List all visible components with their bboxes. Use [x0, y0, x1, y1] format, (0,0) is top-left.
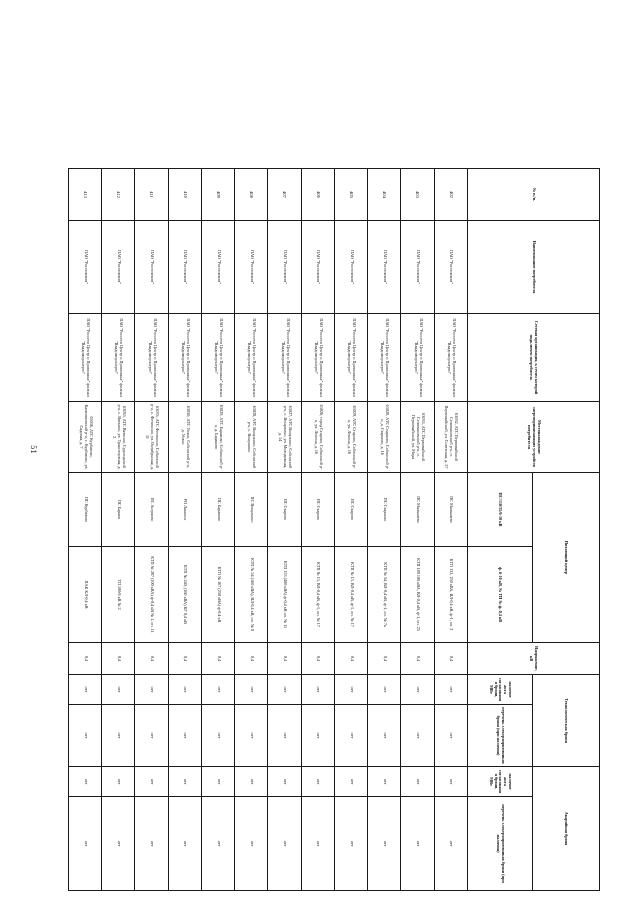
supply-substation: ПС Малышево: [401, 473, 434, 547]
consumer-location: 63032, АТС Первомайский Селивановский р-н, п. Первомайский, ул. Советская, д. 37: [434, 402, 467, 473]
voltage-value: 0,4: [102, 643, 135, 675]
voltage-value: 0,4: [268, 643, 301, 675]
network-organization: ПАО "Россети Центр и Приволжье" филиал "Владимирэнерго": [102, 314, 135, 402]
tech-armor-list: нет: [235, 705, 268, 767]
emergency-armor-list: нет: [235, 797, 268, 891]
voltage-value: 0,4: [335, 643, 368, 675]
table-row: [135, 169, 168, 891]
table-row: [301, 169, 334, 891]
supply-substation: ПС Бараково: [202, 473, 235, 547]
table-body: [69, 169, 468, 891]
tech-armor-list: нет: [368, 705, 401, 767]
header-emergency-armor-act: наличие акта согласования брони, МВт: [468, 767, 533, 797]
energy-consumers-table: [68, 168, 600, 891]
rotated-page-content: [68, 168, 600, 890]
table-row: [335, 169, 368, 891]
consumer-name: ПАО "Ростелеком": [235, 221, 268, 314]
table-row: [168, 169, 201, 891]
emergency-armor-act: нет: [268, 767, 301, 797]
consumer-name: ПАО "Ростелеком": [69, 221, 102, 314]
supply-feeder: КТП № 167 (250 кВА) ф-0,4 кВ: [202, 547, 235, 643]
table-row: [69, 169, 102, 891]
consumer-name: ПАО "Ростелеком": [102, 221, 135, 314]
voltage-value: 0,4: [135, 643, 168, 675]
tech-armor-act: нет: [235, 675, 268, 705]
tech-armor-list: нет: [335, 705, 368, 767]
consumer-name: ПАО "Ростелеком": [401, 221, 434, 314]
header-emergency-armor: Аварийная броня: [533, 767, 600, 891]
header-network: Сетевая организация, к сетям которой подключен потребитель: [468, 314, 600, 402]
tech-armor-act: нет: [69, 675, 102, 705]
emergency-armor-act: нет: [401, 767, 434, 797]
tech-armor-act: нет: [368, 675, 401, 705]
header-voltage: Напряжение, кВ: [468, 643, 600, 675]
emergency-armor-list: нет: [401, 797, 434, 891]
supply-substation: ПС Старово: [335, 473, 368, 547]
header-supply-feeder: ф. 6-10 кВ, № ТП № ф. 0,4 кВ: [468, 547, 533, 643]
emergency-armor-list: нет: [268, 797, 301, 891]
emergency-armor-list: нет: [202, 797, 235, 891]
tech-armor-act: нет: [301, 675, 334, 705]
table-row: [102, 169, 135, 891]
consumer-location: 63033, АТС Первомайский Селивановский р-н, п. Первомайский, ул. Мира: [401, 402, 434, 473]
emergency-armor-act: нет: [368, 767, 401, 797]
consumer-name: ПАО "Ростелеком": [368, 221, 401, 314]
emergency-armor-list: нет: [335, 797, 368, 891]
consumer-location: 63030, АТС Уольи, Собинский р-н, д. Уольи: [168, 402, 201, 473]
page-number: 51: [28, 445, 37, 454]
emergency-armor-act: нет: [434, 767, 467, 797]
emergency-armor-list: нет: [368, 797, 401, 891]
table-row: [235, 169, 268, 891]
row-number: 408: [235, 169, 268, 221]
network-organization: ПАО "Россети Центр и Приволжье" филиал "Владимирэнерго": [202, 314, 235, 402]
row-number: 409: [202, 169, 235, 221]
consumer-name: ПАО "Ростелеком": [434, 221, 467, 314]
table-row: [434, 169, 467, 891]
tech-armor-list: нет: [301, 705, 334, 767]
emergency-armor-act: нет: [235, 767, 268, 797]
consumer-name: ПАО "Ростелеком": [202, 221, 235, 314]
supply-feeder: КТП № 34, ВЛ-0,4 кВ, ф-1, оп. № 7а: [368, 547, 401, 643]
tech-armor-list: нет: [168, 705, 201, 767]
supply-feeder: КТП № 287 (100 кВА) ф-0,4 кВ № 1, оп. 11: [135, 547, 168, 643]
table-header: [468, 169, 600, 891]
voltage-value: 0,4: [401, 643, 434, 675]
consumer-location: 63036, АТС Курбатово, Камешковский р-н, с. Курбатово, ул. Садовая, д. 7: [69, 402, 102, 473]
network-organization: ПАО "Россети Центр и Приволжье" филиал "Владимирэнерго": [168, 314, 201, 402]
supply-substation: РП Лакинск: [168, 473, 201, 547]
row-number: 407: [268, 169, 301, 221]
emergency-armor-list: нет: [135, 797, 168, 891]
row-number: 403: [401, 169, 434, 221]
emergency-armor-act: нет: [301, 767, 334, 797]
tech-armor-act: нет: [434, 675, 467, 705]
header-location: Местонахождение энергопринимающих устройств потребителя: [468, 402, 600, 473]
table-row: [202, 169, 235, 891]
supply-feeder: КТП № 54 (160 кВА), ВЛ-0,4 кВ, оп. № 8: [235, 547, 268, 643]
emergency-armor-act: нет: [102, 767, 135, 797]
emergency-armor-list: нет: [69, 797, 102, 891]
table-row: [268, 169, 301, 891]
row-number: 406: [301, 169, 334, 221]
supply-feeder: КТП № 240, (160 кВА) КГ 0,4 кВ: [168, 547, 201, 643]
emergency-armor-act: нет: [202, 767, 235, 797]
supply-feeder: КТП № 13, ВЛ-0,4 кВ, ф-1, оп. № 17: [335, 547, 368, 643]
consumer-name: ПАО "Ростелеком": [168, 221, 201, 314]
consumer-location: 63028, АТС Старково, Собинский р-н, д. Старково, д. 16: [368, 402, 401, 473]
voltage-value: 0,4: [69, 643, 102, 675]
consumer-name: ПАО "Ростелеком": [135, 221, 168, 314]
header-index: № п./п.: [468, 169, 600, 221]
voltage-value: 0,4: [368, 643, 401, 675]
consumer-location: 63029, АТС Бараково, Собинский р-н, д. Бараково: [202, 402, 235, 473]
supply-substation: ПС Асерхово: [135, 473, 168, 547]
consumer-location: 63028, АТС Вощихино, Собинский р-н, с. Вощихино: [235, 402, 268, 473]
supply-substation: ПС Старково: [368, 473, 401, 547]
consumer-location: 63026, город Старово, Собинский р-н, ул. Ленина, д. 16: [301, 402, 334, 473]
tech-armor-list: нет: [135, 705, 168, 767]
supply-feeder: КТП № 13, ВЛ-0,4 кВ, ф-1, оп. № 17: [301, 547, 334, 643]
consumer-name: ПАО "Ростелеком": [268, 221, 301, 314]
row-number: 411: [135, 169, 168, 221]
supply-substation: ПС Старово: [268, 473, 301, 547]
tech-armor-act: нет: [102, 675, 135, 705]
supply-feeder: ПАК КЛ-0,4 кВ: [69, 547, 102, 643]
network-organization: ПАО "Россети Центр и Приволжье" филиал "Владимирэнерго": [235, 314, 268, 402]
voltage-value: 0,4: [235, 643, 268, 675]
tech-armor-act: нет: [268, 675, 301, 705]
consumer-location: 63027, АТС Вощихино, Собинский р-н, с. Вощихино, ул. Молодежная, д. 14: [268, 402, 301, 473]
header-supply-center: Питающий центр: [533, 473, 600, 643]
header-tech-armor: Технологическая броня: [533, 675, 600, 767]
tech-armor-act: нет: [335, 675, 368, 705]
tech-armor-list: нет: [401, 705, 434, 767]
emergency-armor-list: нет: [301, 797, 334, 891]
consumer-name: ПАО "Ростелеком": [335, 221, 368, 314]
voltage-value: 0,4: [202, 643, 235, 675]
header-consumer: Наименование потребителя: [468, 221, 600, 314]
supply-feeder: ТП 100/6 кВ № 2: [102, 547, 135, 643]
tech-armor-list: нет: [69, 705, 102, 767]
supply-feeder: КТП 153 (400 кВА) ф-0,4 кВ оп. № 11: [268, 547, 301, 643]
tech-armor-act: нет: [202, 675, 235, 705]
supply-feeder: КТП 133, 250 кВА, ВЛ-0,4 кВ, ф-1, оп. 2: [434, 547, 467, 643]
header-emergency-armor-list: перечень электроприемников брони (при наличии): [468, 797, 533, 891]
consumer-location: 63035, АТС Вяткино, Судогодский р-н, с. Вяткино, ул. Транспортная, д. 2: [102, 402, 135, 473]
table-row: [401, 169, 434, 891]
table-row: [368, 169, 401, 891]
row-number: 412: [102, 169, 135, 221]
voltage-value: 0,4: [168, 643, 201, 675]
consumer-location: 63033, АТС Фетинино, Собинский р-н, с. Фетинино, ул. Октябрьская, д. 11: [135, 402, 168, 473]
supply-feeder: КТП 189 100 кВА, ВЛ-0,4 кВ, ф-1, оп. 25: [401, 547, 434, 643]
consumer-name: ПАО "Ростелеком": [301, 221, 334, 314]
network-organization: ПАО "Россети Центр и Приволжье" филиал "Владимирэнерго": [268, 314, 301, 402]
header-supply-ps: ПС/110/35/6-10 кВ: [468, 473, 533, 547]
emergency-armor-act: нет: [168, 767, 201, 797]
network-organization: ПАО "Россети Центр и Приволжье" филиал "Владимирэнерго": [434, 314, 467, 402]
header-tech-armor-list: перечень электроприемников брони (при наличии): [468, 705, 533, 767]
emergency-armor-list: нет: [168, 797, 201, 891]
emergency-armor-list: нет: [102, 797, 135, 891]
tech-armor-act: нет: [168, 675, 201, 705]
emergency-armor-act: нет: [135, 767, 168, 797]
row-number: 405: [335, 169, 368, 221]
row-number: 410: [168, 169, 201, 221]
supply-substation: ПС Старово: [301, 473, 334, 547]
network-organization: ПАО "Россети Центр и Приволжье" филиал "Владимирэнерго": [401, 314, 434, 402]
supply-substation: ПС Курбатово: [69, 473, 102, 547]
tech-armor-act: нет: [135, 675, 168, 705]
header-tech-armor-act: наличие акта согласования брони, МВт: [468, 675, 533, 705]
tech-armor-act: нет: [401, 675, 434, 705]
tech-armor-list: нет: [434, 705, 467, 767]
emergency-armor-list: нет: [434, 797, 467, 891]
tech-armor-list: нет: [202, 705, 235, 767]
row-number: 402: [434, 169, 467, 221]
network-organization: ПАО "Россети Центр и Приволжье" филиал "Владимирэнерго": [135, 314, 168, 402]
network-organization: ПАО "Россети Центр и Приволжье" филиал "Владимирэнерго": [368, 314, 401, 402]
row-number: 404: [368, 169, 401, 221]
network-organization: ПАО "Россети Центр и Приволжье" филиал "Владимирэнерго": [335, 314, 368, 402]
supply-substation: ПС Малышево: [434, 473, 467, 547]
emergency-armor-act: нет: [69, 767, 102, 797]
row-number: 413: [69, 169, 102, 221]
tech-armor-list: нет: [268, 705, 301, 767]
emergency-armor-act: нет: [335, 767, 368, 797]
voltage-value: 0,4: [301, 643, 334, 675]
consumer-location: 63029, АТС Старово, Собинский р-н, ул. Ленина, д. 16: [335, 402, 368, 473]
supply-substation: ПС Вощихино: [235, 473, 268, 547]
tech-armor-list: нет: [102, 705, 135, 767]
supply-substation: ПС Бараки: [102, 473, 135, 547]
network-organization: ПАО "Россети Центр и Приволжье" филиал "Владимирэнерго": [301, 314, 334, 402]
voltage-value: 0,4: [434, 643, 467, 675]
network-organization: ПАО "Россети Центр и Приволжье" филиал "Владимирэнерго": [69, 314, 102, 402]
